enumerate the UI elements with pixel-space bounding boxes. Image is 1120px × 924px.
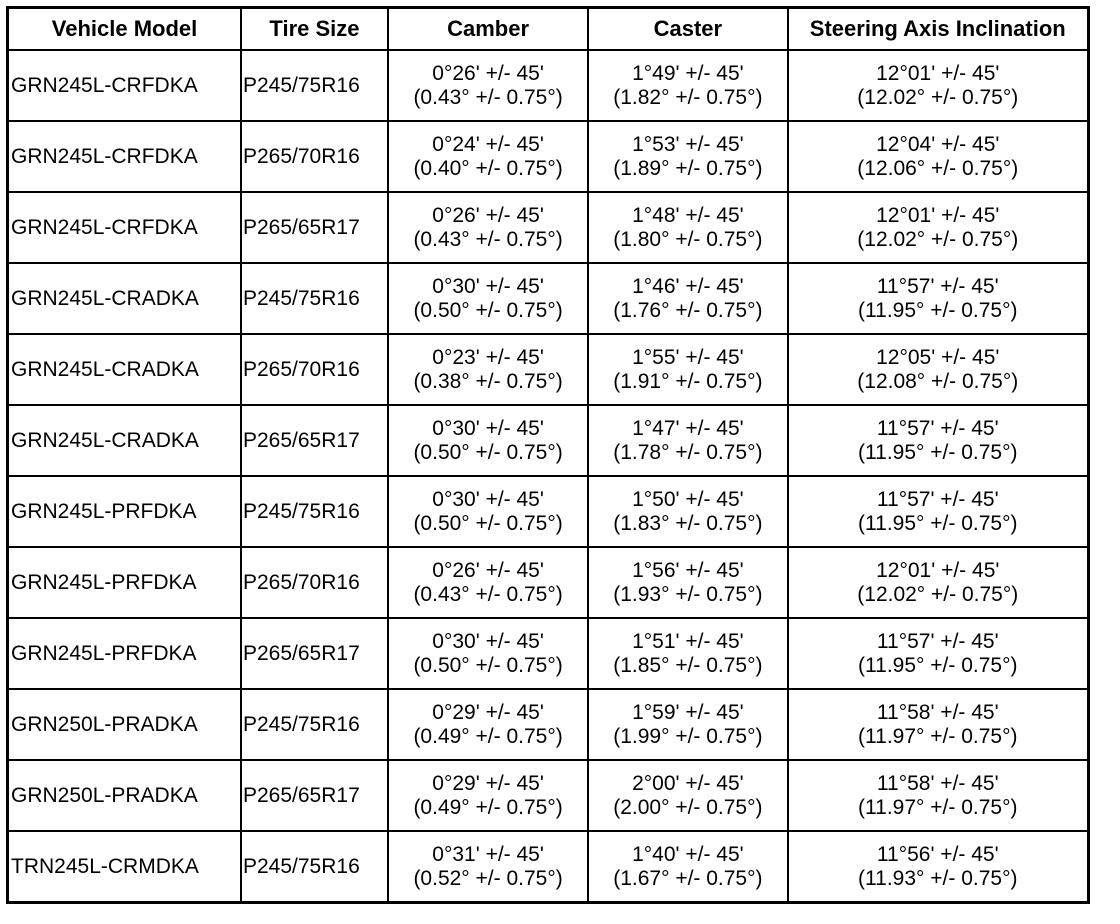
camber-degrees-value: (0.49° +/- 0.75°) xyxy=(413,724,563,748)
caster-degrees-value: (1.93° +/- 0.75°) xyxy=(613,582,763,606)
tire-size-cell: P245/75R16 xyxy=(241,831,388,903)
table-row xyxy=(8,50,1089,121)
camber-degrees-value: (0.38° +/- 0.75°) xyxy=(413,369,563,393)
table-row xyxy=(8,263,1089,334)
caster-cell xyxy=(588,405,787,476)
sai-minutes-value: 11°58' +/- 45' xyxy=(876,771,999,795)
caster-degrees-value: (1.99° +/- 0.75°) xyxy=(613,724,763,748)
tire-size-cell: P265/65R17 xyxy=(241,192,388,263)
caster-cell xyxy=(588,121,787,192)
tire-size-cell: P245/75R16 xyxy=(241,263,388,334)
sai-minutes-value: 11°57' +/- 45' xyxy=(876,416,999,440)
tire-size-cell: P265/65R17 xyxy=(241,405,388,476)
tire-size-cell: P245/75R16 xyxy=(241,476,388,547)
caster-degrees-value: (1.67° +/- 0.75°) xyxy=(613,866,763,890)
sai-cell xyxy=(788,405,1089,476)
camber-degrees-value: (0.50° +/- 0.75°) xyxy=(413,298,563,322)
camber-cell xyxy=(388,334,588,405)
sai-cell xyxy=(788,831,1089,903)
camber-degrees-value: (0.40° +/- 0.75°) xyxy=(413,156,563,180)
tire-size-cell: P265/65R17 xyxy=(241,760,388,831)
camber-cell xyxy=(388,760,588,831)
vehicle-model-cell: GRN245L-CRFDKA xyxy=(8,192,242,263)
sai-degrees-value: (11.93° +/- 0.75°) xyxy=(858,866,1018,890)
header-steering-axis-inclination: Steering Axis Inclination xyxy=(788,8,1089,51)
vehicle-model-cell: GRN245L-CRADKA xyxy=(8,405,242,476)
sai-minutes-value: 11°57' +/- 45' xyxy=(876,274,999,298)
sai-degrees-value: (11.95° +/- 0.75°) xyxy=(858,511,1018,535)
vehicle-model-cell: GRN245L-CRADKA xyxy=(8,263,242,334)
vehicle-model-cell: GRN245L-PRFDKA xyxy=(8,476,242,547)
camber-minutes-value: 0°26' +/- 45' xyxy=(432,558,544,582)
camber-minutes-value: 0°29' +/- 45' xyxy=(432,700,544,724)
header-caster: Caster xyxy=(588,8,787,51)
sai-cell xyxy=(788,618,1089,689)
table-row xyxy=(8,760,1089,831)
sai-cell xyxy=(788,547,1089,618)
tire-size-cell: P265/70R16 xyxy=(241,547,388,618)
table-row xyxy=(8,192,1089,263)
vehicle-model-cell: GRN245L-PRFDKA xyxy=(8,547,242,618)
tire-size-cell: P245/75R16 xyxy=(241,50,388,121)
sai-degrees-value: (11.95° +/- 0.75°) xyxy=(858,440,1018,464)
camber-minutes-value: 0°31' +/- 45' xyxy=(432,842,544,866)
caster-cell xyxy=(588,334,787,405)
camber-cell xyxy=(388,405,588,476)
caster-minutes-value: 1°59' +/- 45' xyxy=(632,700,744,724)
sai-cell xyxy=(788,334,1089,405)
sai-cell xyxy=(788,50,1089,121)
camber-degrees-value: (0.52° +/- 0.75°) xyxy=(413,866,563,890)
vehicle-model-cell: GRN245L-CRFDKA xyxy=(8,50,242,121)
camber-cell xyxy=(388,476,588,547)
caster-degrees-value: (1.76° +/- 0.75°) xyxy=(613,298,763,322)
caster-minutes-value: 2°00' +/- 45' xyxy=(632,771,744,795)
caster-cell xyxy=(588,192,787,263)
camber-degrees-value: (0.43° +/- 0.75°) xyxy=(413,227,563,251)
sai-minutes-value: 11°57' +/- 45' xyxy=(876,487,999,511)
caster-degrees-value: (1.85° +/- 0.75°) xyxy=(613,653,763,677)
camber-minutes-value: 0°30' +/- 45' xyxy=(432,629,544,653)
camber-cell xyxy=(388,689,588,760)
camber-minutes-value: 0°29' +/- 45' xyxy=(432,771,544,795)
camber-cell xyxy=(388,547,588,618)
sai-degrees-value: (11.97° +/- 0.75°) xyxy=(858,724,1018,748)
caster-minutes-value: 1°51' +/- 45' xyxy=(632,629,744,653)
sai-cell xyxy=(788,476,1089,547)
caster-minutes-value: 1°56' +/- 45' xyxy=(632,558,744,582)
camber-cell xyxy=(388,192,588,263)
sai-minutes-value: 12°05' +/- 45' xyxy=(876,345,1000,369)
sai-degrees-value: (12.02° +/- 0.75°) xyxy=(857,227,1019,251)
caster-cell xyxy=(588,547,787,618)
camber-degrees-value: (0.43° +/- 0.75°) xyxy=(413,85,563,109)
camber-cell xyxy=(388,50,588,121)
sai-cell xyxy=(788,689,1089,760)
caster-degrees-value: (1.83° +/- 0.75°) xyxy=(613,511,763,535)
table-row xyxy=(8,618,1089,689)
caster-cell xyxy=(588,618,787,689)
camber-minutes-value: 0°23' +/- 45' xyxy=(432,345,544,369)
caster-minutes-value: 1°40' +/- 45' xyxy=(632,842,744,866)
camber-minutes-value: 0°26' +/- 45' xyxy=(432,203,544,227)
caster-cell xyxy=(588,689,787,760)
camber-cell xyxy=(388,121,588,192)
caster-cell xyxy=(588,263,787,334)
tire-size-cell: P245/75R16 xyxy=(241,689,388,760)
vehicle-model-cell: GRN245L-CRADKA xyxy=(8,334,242,405)
table-row xyxy=(8,334,1089,405)
camber-minutes-value: 0°30' +/- 45' xyxy=(432,416,544,440)
alignment-spec-table xyxy=(6,6,1090,904)
camber-cell xyxy=(388,618,588,689)
camber-cell xyxy=(388,831,588,903)
camber-degrees-value: (0.49° +/- 0.75°) xyxy=(413,795,563,819)
sai-minutes-value: 12°01' +/- 45' xyxy=(876,558,1000,582)
table-row xyxy=(8,689,1089,760)
header-row xyxy=(8,8,1089,51)
camber-degrees-value: (0.43° +/- 0.75°) xyxy=(413,582,563,606)
sai-cell xyxy=(788,192,1089,263)
caster-degrees-value: (2.00° +/- 0.75°) xyxy=(613,795,763,819)
caster-minutes-value: 1°49' +/- 45' xyxy=(632,61,744,85)
sai-degrees-value: (12.02° +/- 0.75°) xyxy=(857,85,1019,109)
caster-degrees-value: (1.78° +/- 0.75°) xyxy=(613,440,763,464)
caster-minutes-value: 1°55' +/- 45' xyxy=(632,345,744,369)
sai-cell xyxy=(788,263,1089,334)
sai-minutes-value: 12°01' +/- 45' xyxy=(876,203,1000,227)
header-vehicle-model: Vehicle Model xyxy=(8,8,242,51)
table-header xyxy=(8,8,1089,51)
camber-minutes-value: 0°30' +/- 45' xyxy=(432,274,544,298)
table-row xyxy=(8,476,1089,547)
camber-degrees-value: (0.50° +/- 0.75°) xyxy=(413,511,563,535)
camber-minutes-value: 0°30' +/- 45' xyxy=(432,487,544,511)
sai-minutes-value: 12°01' +/- 45' xyxy=(876,61,1000,85)
caster-cell xyxy=(588,50,787,121)
sai-minutes-value: 11°57' +/- 45' xyxy=(876,629,999,653)
table-row xyxy=(8,121,1089,192)
sai-minutes-value: 11°56' +/- 45' xyxy=(876,842,999,866)
camber-minutes-value: 0°24' +/- 45' xyxy=(432,132,544,156)
caster-minutes-value: 1°48' +/- 45' xyxy=(632,203,744,227)
caster-degrees-value: (1.89° +/- 0.75°) xyxy=(613,156,763,180)
camber-degrees-value: (0.50° +/- 0.75°) xyxy=(413,653,563,677)
caster-minutes-value: 1°46' +/- 45' xyxy=(632,274,744,298)
table-body xyxy=(8,50,1089,903)
sai-minutes-value: 11°58' +/- 45' xyxy=(876,700,999,724)
sai-degrees-value: (12.02° +/- 0.75°) xyxy=(857,582,1019,606)
vehicle-model-cell: TRN245L-CRMDKA xyxy=(8,831,242,903)
camber-degrees-value: (0.50° +/- 0.75°) xyxy=(413,440,563,464)
caster-degrees-value: (1.91° +/- 0.75°) xyxy=(613,369,763,393)
camber-cell xyxy=(388,263,588,334)
sai-degrees-value: (12.08° +/- 0.75°) xyxy=(857,369,1019,393)
table-row xyxy=(8,831,1089,903)
tire-size-cell: P265/70R16 xyxy=(241,334,388,405)
sai-cell xyxy=(788,121,1089,192)
caster-minutes-value: 1°47' +/- 45' xyxy=(632,416,744,440)
tire-size-cell: P265/70R16 xyxy=(241,121,388,192)
sai-minutes-value: 12°04' +/- 45' xyxy=(876,132,1000,156)
sai-degrees-value: (11.95° +/- 0.75°) xyxy=(858,653,1018,677)
caster-minutes-value: 1°53' +/- 45' xyxy=(632,132,744,156)
vehicle-model-cell: GRN250L-PRADKA xyxy=(8,760,242,831)
header-camber: Camber xyxy=(388,8,588,51)
camber-minutes-value: 0°26' +/- 45' xyxy=(432,61,544,85)
caster-degrees-value: (1.82° +/- 0.75°) xyxy=(613,85,763,109)
caster-minutes-value: 1°50' +/- 45' xyxy=(632,487,744,511)
header-tire-size: Tire Size xyxy=(241,8,388,51)
table-row xyxy=(8,405,1089,476)
sai-degrees-value: (11.97° +/- 0.75°) xyxy=(858,795,1018,819)
sai-cell xyxy=(788,760,1089,831)
sai-degrees-value: (12.06° +/- 0.75°) xyxy=(857,156,1019,180)
vehicle-model-cell: GRN245L-PRFDKA xyxy=(8,618,242,689)
sai-degrees-value: (11.95° +/- 0.75°) xyxy=(858,298,1018,322)
caster-degrees-value: (1.80° +/- 0.75°) xyxy=(613,227,763,251)
vehicle-model-cell: GRN250L-PRADKA xyxy=(8,689,242,760)
caster-cell xyxy=(588,760,787,831)
caster-cell xyxy=(588,831,787,903)
caster-cell xyxy=(588,476,787,547)
vehicle-model-cell: GRN245L-CRFDKA xyxy=(8,121,242,192)
tire-size-cell: P265/65R17 xyxy=(241,618,388,689)
table-row xyxy=(8,547,1089,618)
